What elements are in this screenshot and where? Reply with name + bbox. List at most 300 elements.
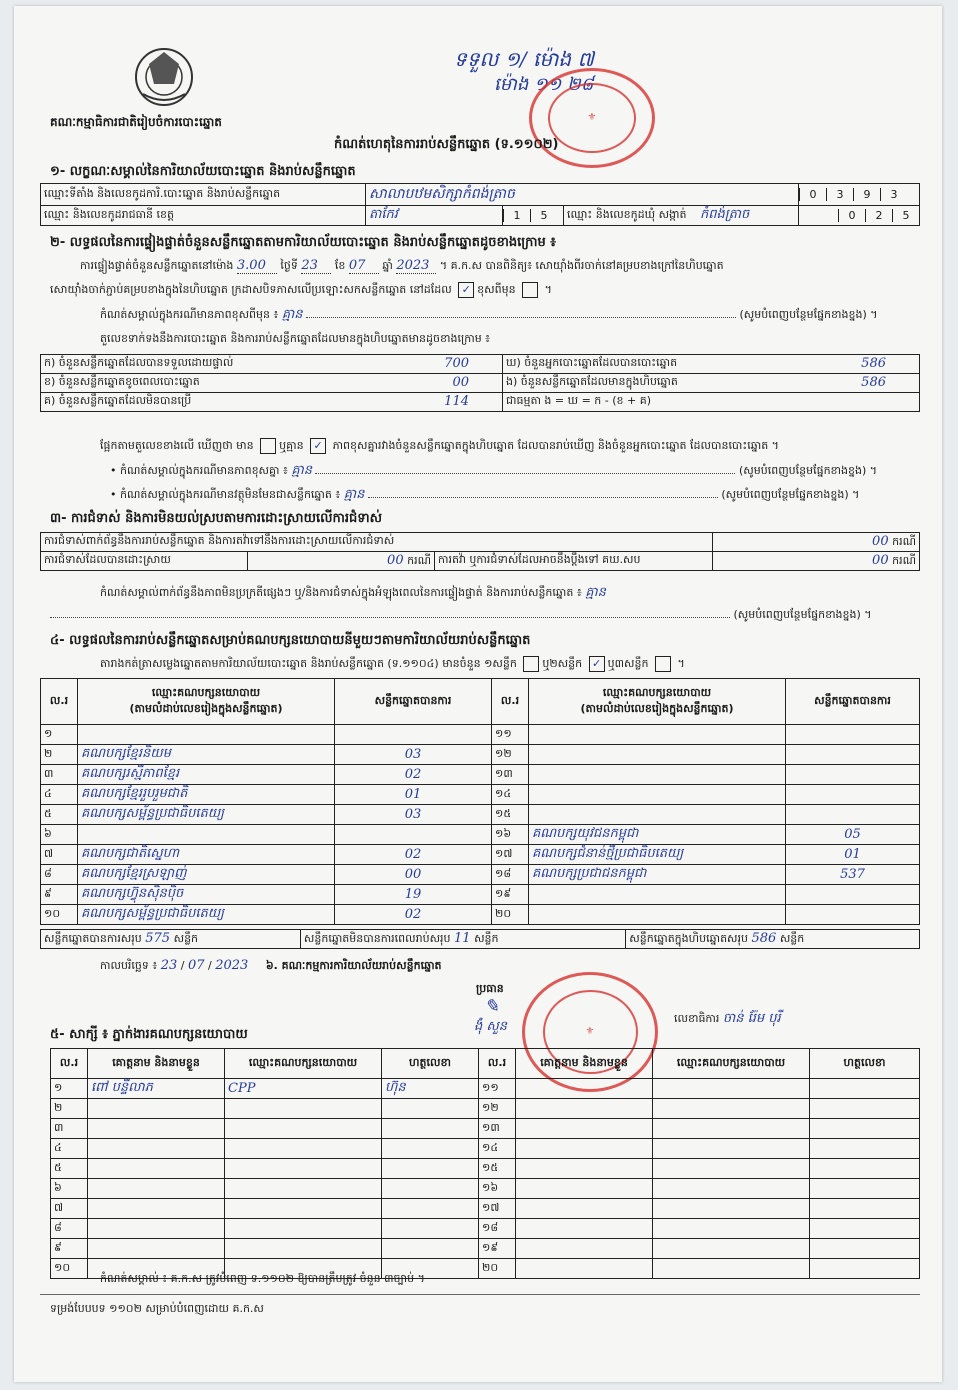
results-table	[40, 678, 920, 925]
form-note: ទម្រង់បែបបទ ១១០២ សម្រាប់បំពេញដោយ គ.ក.ស	[50, 1302, 264, 1315]
verify-time: 3.00	[237, 258, 277, 274]
province-label: ឈ្មោះ និងលេខកូដរាជធានី ខេត្ត	[41, 206, 366, 226]
table-row	[41, 885, 920, 905]
vote-count: 01	[786, 845, 920, 865]
witness-name	[516, 1159, 653, 1179]
row-number: ១៦	[479, 1179, 516, 1199]
commune-code	[799, 206, 920, 226]
witness-party	[653, 1119, 810, 1139]
witness-name	[88, 1139, 225, 1159]
row-number: ៥	[41, 805, 78, 825]
unit: ករណី	[892, 534, 916, 548]
row-number: ៦	[41, 825, 78, 845]
verify-year: 2023	[396, 258, 436, 274]
code-digit: 5	[530, 209, 557, 222]
vote-count	[335, 825, 492, 845]
col-party-sub: (តាមលំដាប់លេខរៀងក្នុងសន្លឹកឆ្នោត)	[580, 701, 734, 715]
row-number: ៨	[51, 1219, 88, 1239]
intro-text: តារាងកត់ត្រាសម្លេងឆ្នោតតាមការិយាល័យបោះឆ្នោត និងរាប់សន្លឹកឆ្នោត (ទ.១១០៤) មានចំនួន ១សន្លឹក	[100, 657, 517, 670]
no-diff-checkbox[interactable]: ✓	[310, 438, 326, 454]
party-name: គណបក្សខ្មែរស្រឡាញ់	[78, 865, 335, 885]
official-stamp-bottom: ⚜	[522, 972, 658, 1092]
col-no: ល.រ	[41, 679, 78, 725]
found-text2: ភាពខុសគ្នារវាងចំនួនសន្លឹកឆ្នោតក្នុងហិបឆ្នោត ដែលបានរាប់ឃើញ និងចំនួនអ្នកបោះឆ្នោត ដែលបានបោះឆ្នោត ។	[332, 439, 779, 452]
col-votes: សន្លឹកឆ្នោតបានការ	[335, 679, 492, 725]
row-number: ១៣	[479, 1119, 516, 1139]
table-row	[51, 1199, 920, 1219]
row-number: ៨	[41, 865, 78, 885]
party-name	[529, 785, 786, 805]
objection-table	[40, 532, 920, 571]
row-number: ១៧	[492, 845, 529, 865]
witness-signature: ហ៊ុន	[382, 1079, 479, 1099]
day-label: ថ្ងៃទី	[280, 259, 298, 272]
objection-value: 00	[872, 533, 889, 549]
vote-count: 19	[335, 885, 492, 905]
vote-count	[786, 725, 920, 745]
witness-name	[516, 1119, 653, 1139]
total-valid-label: សន្លឹកឆ្នោតបានការសរុប	[44, 931, 142, 945]
row-number: ២	[41, 745, 78, 765]
witness-signature	[810, 1139, 920, 1159]
witness-party	[653, 1199, 810, 1219]
row-number: ១១	[479, 1079, 516, 1099]
row-number: ២០	[492, 905, 529, 925]
witness-name	[88, 1239, 225, 1259]
row-number: ៧	[41, 845, 78, 865]
resolved-label: ការជំទាស់ដែលបានដោះស្រាយ	[41, 552, 248, 571]
total-invalid-label: សន្លឹកឆ្នោតមិនបានការពេលរាប់សរុប	[303, 931, 451, 945]
section2-note3	[110, 486, 859, 505]
witness-name	[88, 1099, 225, 1119]
col-party-sub: (តាមលំដាប់លេខរៀងក្នុងសន្លឹកឆ្នោត)	[129, 701, 283, 715]
complaint-value: 00	[872, 552, 889, 568]
no-diff-label: ឬគ្មាន	[279, 439, 304, 452]
col-party	[529, 679, 786, 725]
date-month: 07	[187, 958, 205, 973]
commune-cell	[564, 206, 799, 226]
row-number: ៧	[51, 1199, 88, 1219]
one-sheet-checkbox[interactable]	[523, 656, 539, 672]
total-box-label: សន្លឹកឆ្នោតក្នុងហិបឆ្នោតសរុប	[629, 931, 748, 945]
party-name: គណបក្សរស្មីភាពខ្មែរ	[78, 765, 335, 785]
handwritten-receipt-time: ម៉ោង ១១ ២៨	[494, 74, 594, 95]
commission-name: គណៈកម្មាធិការជាតិរៀបចំការបោះឆ្នោត	[50, 115, 222, 129]
has-diff-checkbox[interactable]	[260, 438, 276, 454]
a-value: 700	[444, 356, 469, 371]
complaint-label: ការតវ៉ា ឬការជំទាស់ដែលអាចនឹងប្ដឹងទៅ គឃ.សប	[435, 552, 713, 571]
c-value: 114	[444, 394, 469, 409]
note3-label: • កំណត់សម្គាល់ក្នុងករណីមានវត្ថុមិនមែនជាសន្លឹកឆ្នោត ៖	[110, 488, 341, 501]
witness-name	[88, 1119, 225, 1139]
party-name	[78, 825, 335, 845]
province-value: តាកែវ	[366, 206, 503, 226]
witness-name	[516, 1139, 653, 1159]
section5-title: ៥- សាក្សី ៖ ភ្នាក់ងារគណបក្សនយោបាយ	[50, 1027, 248, 1042]
row-number: ២	[51, 1099, 88, 1119]
verify-day: 23	[301, 258, 331, 274]
witness-party	[225, 1099, 382, 1119]
row-number: ៤	[41, 785, 78, 805]
party-name: គណបក្សខ្មែររួបរួមជាតិ	[78, 785, 335, 805]
resolved-value: 00	[387, 552, 404, 568]
party-name: គណបក្សសម្ព័ន្ធប្រជាធិបតេយ្យ	[78, 805, 335, 825]
section4-title: ៤- លទ្ធផលនៃការរាប់សន្លឹកឆ្នោតសម្រាប់គណបក្សនយោបាយនីមួយៗតាមការិយាល័យរាប់សន្លឹកឆ្នោត	[50, 633, 531, 648]
witness-signature	[382, 1219, 479, 1239]
unit: សន្លឹក	[474, 931, 499, 945]
b-value: 00	[452, 375, 469, 390]
table-row	[41, 905, 920, 925]
row-number: ១០	[41, 905, 78, 925]
witness-signature	[382, 1179, 479, 1199]
verify-text: ការផ្ទៀងផ្ទាត់ចំនួនសន្លឹកឆ្នោតនៅម៉ោង	[80, 259, 234, 272]
secretary-line	[674, 1010, 781, 1029]
witness-party	[653, 1159, 810, 1179]
witness-signature	[810, 1259, 920, 1279]
table-row	[41, 785, 920, 805]
opt3-label: ឬ៣សន្លឹក	[607, 657, 649, 670]
witness-party	[653, 1259, 810, 1279]
party-name: គណបក្សសម្ព័ន្ធប្រជាធិបតេយ្យ	[78, 905, 335, 925]
unit: សន្លឹក	[173, 931, 199, 945]
committee-label: ៦. គណៈកម្មការការិយាល័យរាប់សន្លឹកឆ្នោត	[265, 959, 442, 972]
diff-checkbox[interactable]	[522, 282, 538, 298]
party-name: គណបក្សយុវជនកម្ពុជា	[529, 825, 786, 845]
verify-month: 07	[349, 258, 379, 274]
party-name	[529, 905, 786, 925]
objection-label: ការជំទាស់ពាក់ព័ន្ធនឹងការរាប់សន្លឹកឆ្នោត និងការតវ៉ាទៅនឹងការដោះស្រាយលើការជំទាស់	[41, 533, 713, 552]
table-row	[51, 1219, 920, 1239]
row-number: ១៨	[492, 865, 529, 885]
two-sheet-checkbox[interactable]: ✓	[589, 656, 605, 672]
row-number: ៩	[41, 885, 78, 905]
row-number: ៤	[51, 1139, 88, 1159]
handwritten-receipt-note: ទទួល ១/ ម៉ោង ៧	[454, 47, 594, 71]
party-name	[529, 725, 786, 745]
section3-title: ៣- ការជំទាស់ និងការមិនយល់ស្របតាមការដោះស្រាយលើការជំទាស់	[50, 511, 382, 526]
section3-hint-line	[50, 608, 872, 624]
hint-text: (សូមបំពេញបន្ថែមផ្នែកខាងខ្នង) ។	[739, 308, 878, 321]
witness-party	[225, 1239, 382, 1259]
unit: សន្លឹក	[779, 931, 805, 945]
vote-count: 537	[786, 865, 920, 885]
witness-name: ពៅ បន្ទីលាភ	[88, 1079, 225, 1099]
secretary-name: ចាន់ រ៉ែម បុរី	[722, 1011, 781, 1026]
col-votes: សន្លឹកឆ្នោតបានការ	[786, 679, 920, 725]
hint-text: (សូមបំពេញបន្ថែមផ្នែកខាងខ្នង) ។	[721, 488, 860, 501]
witness-name	[516, 1199, 653, 1219]
section2-title: ២- លទ្ធផលនៃការផ្ទៀងផ្ទាត់ចំនួនសន្លឹកឆ្នោតតាមការិយាល័យបោះឆ្នោត និងរាប់សន្លឹកឆ្នោតដូចខាងក្រោម ៖	[50, 235, 556, 250]
col-party: ឈ្មោះគណបក្សនយោបាយ	[225, 1049, 382, 1079]
code-digit: 3	[826, 188, 853, 201]
section4-intro: តារាងកត់ត្រាសម្លេងឆ្នោតតាមការិយាល័យបោះឆ្នោត និងរាប់សន្លឹកឆ្នោត (ទ.១១០៤) មានចំនួន ១សន្លឹក ឬ២សន្លឹក ✓ ឬ៣សន្លឹក ។	[100, 657, 685, 670]
vote-count: 03	[335, 745, 492, 765]
vote-count	[786, 805, 920, 825]
location-code	[799, 184, 920, 206]
document-page	[14, 6, 942, 1382]
witness-party	[653, 1179, 810, 1199]
col-sign: ហត្ថលេខា	[810, 1049, 920, 1079]
witness-party	[225, 1159, 382, 1179]
vote-count: 02	[335, 905, 492, 925]
vote-count	[786, 885, 920, 905]
three-sheet-checkbox[interactable]	[655, 656, 671, 672]
witness-party	[225, 1119, 382, 1139]
vote-count: 02	[335, 845, 492, 865]
table-row	[41, 725, 920, 745]
row-number: ៥	[51, 1159, 88, 1179]
col-no: ល.រ	[51, 1049, 88, 1079]
section1-table	[40, 183, 920, 226]
vote-count: 00	[335, 865, 492, 885]
note2-label: • កំណត់សម្គាល់ក្នុងករណីមានភាពខុសគ្នា ៖	[110, 464, 288, 477]
diff-label: ខុសពីមុន	[477, 283, 516, 296]
witness-signature	[382, 1239, 479, 1259]
witness-name	[516, 1179, 653, 1199]
row-number: ១៥	[479, 1159, 516, 1179]
col-party-label: ឈ្មោះគណបក្សនយោបាយ	[151, 685, 261, 699]
party-name: គណបក្សជាតិស្នេហា	[78, 845, 335, 865]
table-row	[51, 1159, 920, 1179]
row-number: ១២	[479, 1099, 516, 1119]
table-row	[51, 1139, 920, 1159]
row-number: ៣	[41, 765, 78, 785]
code-digit: 9	[853, 188, 880, 201]
row-number: ៩	[51, 1239, 88, 1259]
witness-name	[88, 1179, 225, 1199]
date-label: កាលបរិច្ឆេទ ៖	[100, 959, 158, 972]
note2-value: គ្មាន	[291, 463, 312, 478]
witness-name	[516, 1079, 653, 1099]
witness-signature	[810, 1219, 920, 1239]
witness-signature	[382, 1199, 479, 1219]
a-label: ក) ចំនួនសន្លឹកឆ្នោតដែលបានទទួលដោយផ្ទាល់	[44, 356, 234, 369]
witness-name	[88, 1159, 225, 1179]
vote-count	[786, 905, 920, 925]
witness-signature	[810, 1119, 920, 1139]
note-value: គ្មាន	[281, 307, 303, 322]
table-row	[41, 865, 920, 885]
witness-name	[88, 1199, 225, 1219]
col-party-label: ឈ្មោះគណបក្សនយោបាយ	[602, 685, 712, 699]
witness-party	[225, 1179, 382, 1199]
row-number: ១១	[492, 725, 529, 745]
document-title: កំណត់ហេតុនៃការរាប់សន្លឹកឆ្នោត (ទ.១១០២)	[334, 137, 559, 152]
year-label: ឆ្នាំ	[382, 259, 393, 272]
section2-note1	[100, 306, 920, 325]
secretary-label: លេខាធិការ	[674, 1012, 720, 1025]
table-row	[41, 825, 920, 845]
verify-text-b: ។ គ.ក.ស បានពិនិត្យ៖ សោយ៉ាំងពីរចាក់នៅគម្របខាងក្រៅនៃហិបឆ្នោត	[439, 259, 724, 272]
section2-found-line	[100, 438, 779, 455]
vote-count: 02	[335, 765, 492, 785]
e-value: 586	[861, 375, 886, 390]
commune-value: កំពង់ត្រាច	[700, 207, 750, 222]
chief-label: ប្រធាន	[476, 982, 504, 995]
table-row	[51, 1239, 920, 1259]
row-number: ១៩	[492, 885, 529, 905]
party-name	[78, 725, 335, 745]
code-digit: 0	[799, 188, 826, 201]
month-label: ខែ	[334, 259, 346, 272]
row-number: ១	[51, 1079, 88, 1099]
official-stamp-top: ⚜	[529, 68, 655, 168]
party-name: គណបក្សខ្មែរនិយម	[78, 745, 335, 765]
row-number: ១៣	[492, 765, 529, 785]
witness-table	[50, 1048, 920, 1279]
witness-signature	[810, 1099, 920, 1119]
col-party: ឈ្មោះគណបក្សនយោបាយ	[653, 1049, 810, 1079]
vote-count	[335, 725, 492, 745]
location-value: សាលាបឋមសិក្សាកំពង់ត្រាច	[366, 184, 799, 206]
vote-count: 01	[335, 785, 492, 805]
section2-verification-line	[80, 258, 930, 275]
note-label: កំណត់សម្គាល់ក្នុងករណីមានភាពខុសពីមុន ៖	[100, 308, 279, 321]
formula: ជាធម្មតា ង = ឃ = ក - (ខ + គ)	[503, 393, 920, 412]
witness-party	[653, 1079, 810, 1099]
row-number: ១៩	[479, 1239, 516, 1259]
code-digit: 0	[838, 209, 865, 222]
code-digit: 1	[503, 209, 530, 222]
witness-party	[225, 1139, 382, 1159]
party-name	[529, 745, 786, 765]
party-name: គណបក្សជំនាន់ថ្មីប្រជាធិបតេយ្យ	[529, 845, 786, 865]
unit: ករណី	[892, 553, 916, 567]
d-value: 586	[861, 356, 886, 371]
witness-party	[653, 1139, 810, 1159]
party-name	[529, 805, 786, 825]
vote-count	[786, 765, 920, 785]
hint-text: (សូមបំពេញបន្ថែមផ្នែកខាងខ្នង) ។	[733, 608, 872, 621]
witness-name	[516, 1099, 653, 1119]
witness-party	[653, 1239, 810, 1259]
code-digit: 5	[892, 209, 919, 222]
table-row	[41, 845, 920, 865]
witness-signature	[810, 1199, 920, 1219]
witness-party	[225, 1219, 382, 1239]
col-sign: ហត្ថលេខា	[382, 1049, 479, 1079]
b-label: ខ) ចំនួនសន្លឹកឆ្នោតខូចពេលបោះឆ្នោត	[44, 375, 200, 388]
witness-party	[225, 1199, 382, 1219]
row-number: ៦	[51, 1179, 88, 1199]
witness-party	[653, 1219, 810, 1239]
total-invalid: 11	[454, 930, 471, 946]
totals-table	[40, 929, 920, 949]
row-number: ១៥	[492, 805, 529, 825]
party-name: គណបក្សហ៊្វុនស៊ិនប៉ិច	[78, 885, 335, 905]
col-no: ល.រ	[479, 1049, 516, 1079]
section2-note2	[110, 462, 877, 481]
witness-signature	[810, 1239, 920, 1259]
row-number: ១៦	[492, 825, 529, 845]
table-row	[51, 1119, 920, 1139]
ballot-count-table	[40, 354, 920, 412]
nec-emblem-icon	[129, 44, 199, 110]
row-number: ១០	[51, 1259, 88, 1279]
found-text: ផ្អែកតាមតួលេខខាងលើ ឃើញថា មាន	[100, 439, 254, 452]
witness-signature	[810, 1079, 920, 1099]
d-label: ឃ) ចំនួនអ្នកបោះឆ្នោតដែលបានបោះឆ្នោត	[506, 356, 678, 369]
witness-party	[653, 1099, 810, 1119]
vote-count	[786, 745, 920, 765]
party-name: គណបក្សប្រជាជនកម្ពុជា	[529, 865, 786, 885]
witness-signature	[382, 1119, 479, 1139]
row-number: ១២	[492, 745, 529, 765]
col-name: គោត្តនាម និងនាមខ្លួន	[88, 1049, 225, 1079]
table-row	[41, 765, 920, 785]
date-line: កាលបរិច្ឆេទ ៖ 23 / 07 / 2023 ៦. គណៈកម្មការការិយាល័យរាប់សន្លឹកឆ្នោត	[100, 958, 442, 973]
witness-signature	[810, 1179, 920, 1199]
opt2-label: ឬ២សន្លឹក	[542, 657, 583, 670]
section1-title: ១- លក្ខណៈសម្គាល់នៃការិយាល័យបោះឆ្នោត និងរាប់សន្លឹកឆ្នោត	[50, 164, 356, 179]
section2-intro: តួលេខទាក់ទងនឹងការបោះឆ្នោត និងការរាប់សន្លឹកឆ្នោតដែលមានក្នុងហិបឆ្នោតមានដូចខាងក្រោម ៖	[100, 332, 491, 345]
unit: ករណី	[407, 553, 431, 567]
chief-name: ង៉ុំ សួន	[474, 1019, 508, 1034]
vote-count	[786, 785, 920, 805]
note-value: គ្មាន	[585, 585, 606, 600]
witness-name	[516, 1259, 653, 1279]
witness-signature	[810, 1159, 920, 1179]
row-number: ១	[41, 725, 78, 745]
section2-seal-line: សោយ៉ាំងចាក់ភ្ជាប់គម្របខាងក្នុងនៃហិបឆ្នោត ក្រដាសបិទភាសលើប្រឡោះសកសន្លឹកឆ្នោត នៅដដែល ✓ ខុសពីមុន ។	[50, 283, 552, 296]
date-day: 23	[160, 958, 178, 973]
location-label: ឈ្មោះទីតាំង និងលេខកូដការិ.បោះឆ្នោត និងរាប់សន្លឹកឆ្នោត	[41, 184, 366, 206]
row-number: ១៧	[479, 1199, 516, 1219]
row-number: ១៤	[492, 785, 529, 805]
row-number: ២០	[479, 1259, 516, 1279]
witness-name	[516, 1219, 653, 1239]
table-row	[41, 805, 920, 825]
table-row	[51, 1099, 920, 1119]
chief-signature: ✎	[484, 996, 500, 1017]
total-valid: 575	[145, 930, 171, 946]
vote-count: 05	[786, 825, 920, 845]
section3-note	[100, 584, 606, 603]
col-party	[78, 679, 335, 725]
table-row	[41, 745, 920, 765]
witness-name	[88, 1219, 225, 1239]
row-number: ៣	[51, 1119, 88, 1139]
code-digit: 3	[880, 188, 907, 201]
witness-signature	[382, 1139, 479, 1159]
note-label: កំណត់សម្គាល់ពាក់ព័ន្ធនឹងភាពមិនប្រក្រតីផ្សេងៗ ឬ/និងការជំទាស់ក្នុងអំឡុងពេលនៃការផ្ទៀងផ្ទាត់ និងការរាប់សន្លឹកឆ្នោត ៖	[100, 586, 582, 599]
seal-text: សោយ៉ាំងចាក់ភ្ជាប់គម្របខាងក្នុងនៃហិបឆ្នោត ក្រដាសបិទភាសលើប្រឡោះសកសន្លឹកឆ្នោត នៅដដែល	[50, 283, 452, 296]
row-number: ១៨	[479, 1219, 516, 1239]
same-checkbox[interactable]: ✓	[458, 282, 474, 298]
date-year: 2023	[215, 958, 249, 973]
code-digit: 2	[865, 209, 892, 222]
row-number: ១៤	[479, 1139, 516, 1159]
footnote: កំណត់សម្គាល់ ៖ គ.ក.ស ត្រូវបំពេញ ទ.១១០២ ឱ្យបានត្រឹមត្រូវ ចំនួន ៣ច្បាប់ ។	[100, 1272, 425, 1285]
table-row	[51, 1179, 920, 1199]
c-label: គ) ចំនួនសន្លឹកឆ្នោតដែលមិនបានប្រើ	[44, 394, 192, 407]
witness-signature	[382, 1159, 479, 1179]
party-name	[529, 765, 786, 785]
hint-text: (សូមបំពេញបន្ថែមផ្នែកខាងខ្នង) ។	[738, 464, 878, 477]
witness-signature	[382, 1099, 479, 1119]
col-name: គោត្តនាម និងនាមខ្លួន	[516, 1049, 653, 1079]
e-label: ង) ចំនួនសន្លឹកឆ្នោតដែលមានក្នុងហិបឆ្នោត	[506, 375, 678, 388]
table-row	[51, 1079, 920, 1099]
col-no: ល.រ	[492, 679, 529, 725]
witness-party: CPP	[225, 1079, 382, 1099]
commune-label: ឈ្មោះ និងលេខកូដឃុំ សង្កាត់	[567, 208, 687, 221]
province-code	[503, 206, 564, 226]
witness-name	[516, 1239, 653, 1259]
vote-count: 03	[335, 805, 492, 825]
note3-value: គ្មាន	[343, 487, 365, 502]
party-name	[529, 885, 786, 905]
